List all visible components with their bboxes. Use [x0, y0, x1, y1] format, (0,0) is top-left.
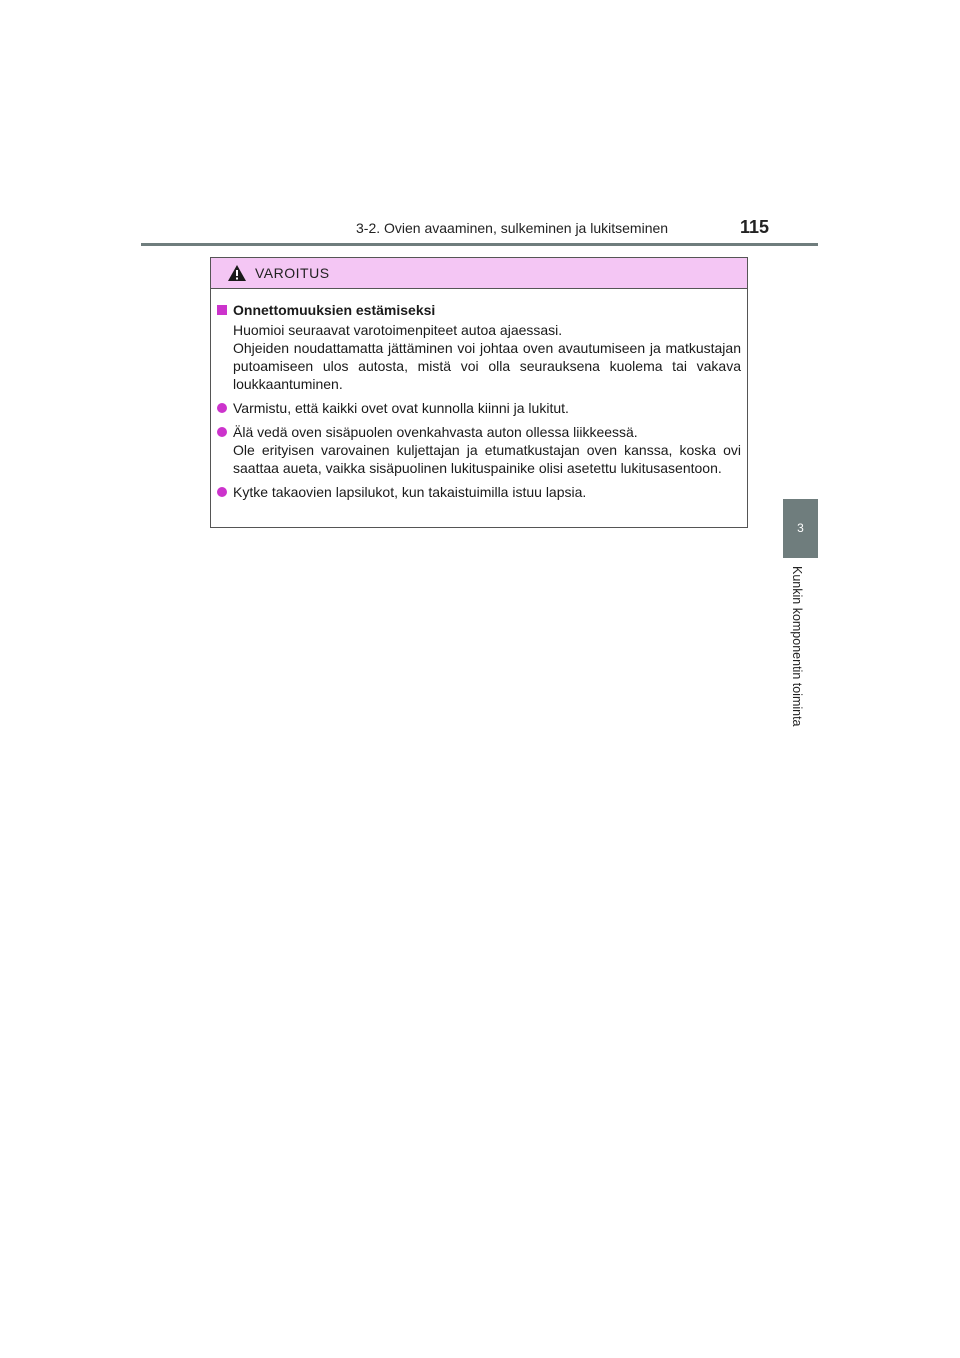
warning-triangle-icon: [227, 264, 247, 282]
list-item: [217, 483, 741, 501]
list-item-text: Varmistu, että kaikki ovet ovat kunnolla kiinni ja lukitut.: [233, 400, 569, 416]
list-item: [217, 399, 741, 417]
warning-body: [211, 289, 747, 501]
header-title: 3-2. Ovien avaaminen, sulkeminen ja lukitseminen: [356, 220, 669, 236]
dot-bullet-icon: [217, 403, 227, 413]
list-item-text: Kytke takaovien lapsilukot, kun takaistuimilla istuu lapsia.: [233, 484, 587, 500]
intro-line-1: Huomioi seuraavat varotoimenpiteet autoa ajaessasi.: [233, 322, 563, 338]
list-item-text: Älä vedä oven sisäpuolen ovenkahvasta auton ollessa liikkeessä.: [233, 424, 638, 440]
chapter-tab: 3: [783, 499, 818, 558]
list-item: [217, 423, 741, 477]
warning-box: [210, 257, 748, 528]
warning-header: [211, 258, 747, 289]
list-item-text-2: Ole erityisen varovainen kuljettajan ja etumatkustajan oven kanssa, koska ovi saattaa aueta, vaikka sisäpuolinen lukituspainike olisi asetettu lukitusasentoon.: [233, 442, 741, 476]
warning-label: VAROITUS: [255, 265, 330, 281]
section-title-text: Onnettomuuksien estämiseksi: [233, 302, 436, 318]
square-bullet-icon: [217, 305, 227, 315]
chapter-label: Kunkin komponentin toiminta: [790, 566, 804, 727]
dot-bullet-icon: [217, 427, 227, 437]
header-rule: [141, 243, 818, 246]
dot-bullet-icon: [217, 487, 227, 497]
intro-text: [217, 321, 741, 393]
section-title: [217, 301, 741, 319]
page-number: 115: [740, 217, 770, 237]
intro-line-2: Ohjeiden noudattamatta jättäminen voi johtaa oven avautumiseen ja matkustajan putoamiseen ulos autosta, mistä voi olla seurauksena kuolema tai vakava loukkaantuminen.: [233, 340, 741, 392]
